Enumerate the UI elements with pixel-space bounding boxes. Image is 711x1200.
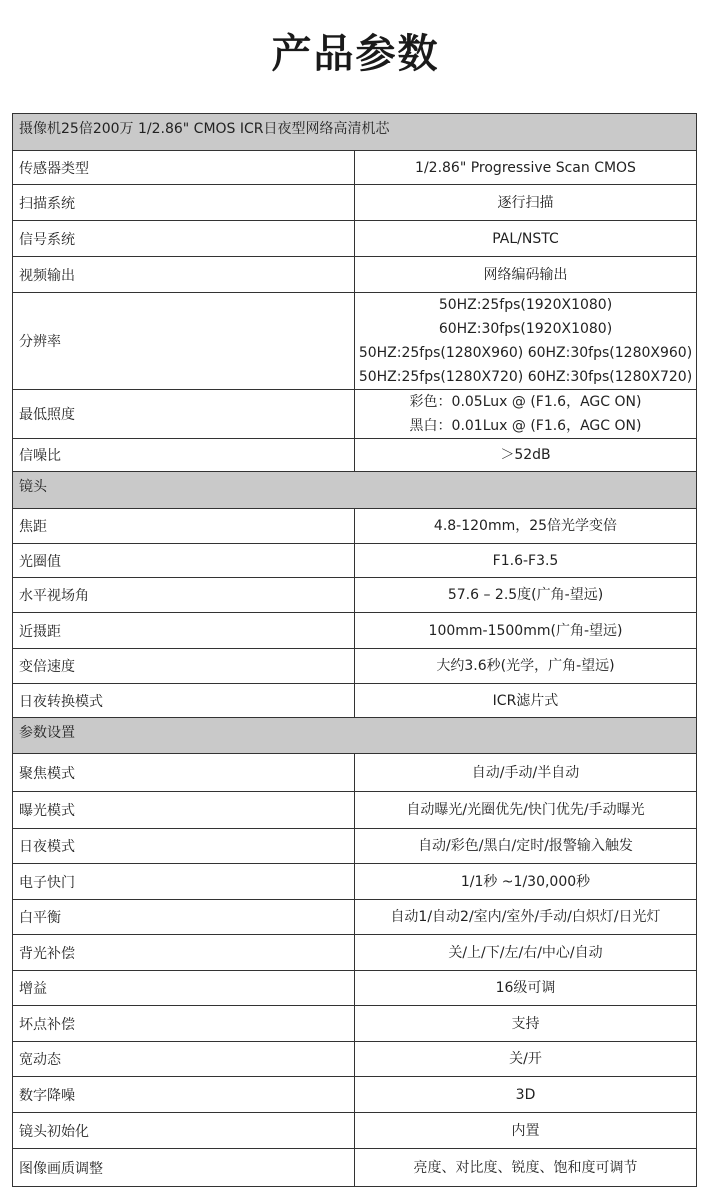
table-row	[13, 1149, 697, 1187]
param-value-line: 50HZ:25fps(1920X1080) 60HZ:30fps(1920X1080)	[438, 297, 613, 337]
param-label: 图像画质调整	[13, 1149, 355, 1187]
param-value	[355, 613, 697, 649]
param-value	[355, 935, 697, 971]
param-label: 白平衡	[13, 900, 355, 935]
param-label: 电子快门	[13, 864, 355, 900]
param-label: 曝光模式	[13, 792, 355, 829]
param-value	[355, 1149, 697, 1187]
param-value	[355, 293, 697, 390]
param-value-line: 4.8-120mm，25倍光学变倍	[433, 518, 618, 534]
param-value-line: PAL/NSTC	[492, 230, 559, 247]
param-value-line: ICR滤片式	[492, 692, 559, 709]
section-header: 镜头	[13, 472, 697, 509]
param-value-line: 亮度、对比度、锐度、饱和度可调节	[413, 1159, 638, 1176]
param-value	[355, 649, 697, 684]
param-value	[355, 864, 697, 900]
param-value	[355, 257, 697, 293]
param-value-line: 3D	[515, 1086, 536, 1103]
section-header: 参数设置	[13, 718, 697, 754]
table-row	[13, 221, 697, 257]
table-row	[13, 544, 697, 578]
param-value	[355, 578, 697, 613]
param-value-line: 网络编码输出	[483, 266, 568, 283]
param-value	[355, 439, 697, 472]
table-row	[13, 864, 697, 900]
table-row	[13, 439, 697, 472]
param-label: 镜头初始化	[13, 1113, 355, 1149]
param-value-line: 自动1/自动2/室内/室外/手动/白炽灯/日光灯	[390, 909, 661, 925]
param-label: 传感器类型	[13, 151, 355, 185]
param-value	[355, 754, 697, 792]
param-value-line: 关/开	[509, 1051, 542, 1067]
section-row	[13, 114, 697, 151]
param-label: 光圈值	[13, 544, 355, 578]
table-row	[13, 829, 697, 864]
table-row	[13, 509, 697, 544]
param-value	[355, 185, 697, 221]
param-value	[355, 1006, 697, 1042]
param-label: 变倍速度	[13, 649, 355, 684]
param-value	[355, 1042, 697, 1077]
section-row	[13, 718, 697, 754]
param-value-line: 16级可调	[495, 980, 556, 996]
param-value-line: 支持	[511, 1015, 540, 1032]
table-row	[13, 293, 697, 390]
param-value-line: 自动/手动/半自动	[471, 764, 580, 781]
param-value-line: 100mm-1500mm(广角-望远)	[428, 622, 623, 639]
param-label: 背光补偿	[13, 935, 355, 971]
param-value	[355, 971, 697, 1006]
param-value-line: 逐行扫描	[497, 194, 554, 211]
param-value	[355, 221, 697, 257]
table-row	[13, 792, 697, 829]
param-label: 扫描系统	[13, 185, 355, 221]
table-row	[13, 754, 697, 792]
section-header: 摄像机25倍200万 1/2.86" CMOS ICR日夜型网络高清机芯	[13, 114, 697, 151]
param-value-line: 50HZ:25fps(1280X720) 60HZ:30fps(1280X720)	[358, 369, 693, 385]
param-label: 视频输出	[13, 257, 355, 293]
param-value	[355, 1113, 697, 1149]
table-row	[13, 900, 697, 935]
param-label: 聚焦模式	[13, 754, 355, 792]
table-row	[13, 613, 697, 649]
param-value-line: 内置	[511, 1122, 540, 1139]
param-label: 水平视场角	[13, 578, 355, 613]
table-row	[13, 971, 697, 1006]
param-value-line: 关/上/下/左/右/中心/自动	[448, 944, 603, 961]
param-label: 宽动态	[13, 1042, 355, 1077]
param-value	[355, 151, 697, 185]
param-label: 信号系统	[13, 221, 355, 257]
section-row	[13, 472, 697, 509]
param-value-line: 50HZ:25fps(1280X960) 60HZ:30fps(1280X960)	[358, 345, 693, 361]
param-value	[355, 684, 697, 718]
param-value-line: 自动曝光/光圈优先/快门优先/手动曝光	[406, 802, 645, 818]
table-row	[13, 1113, 697, 1149]
param-value-line: 自动/彩色/黑白/定时/报警输入触发	[418, 838, 633, 854]
param-value	[355, 390, 697, 439]
param-value-line: 1/2.86" Progressive Scan CMOS	[415, 159, 636, 176]
param-value-line: 57.6 – 2.5度(广角-望远)	[447, 587, 604, 603]
table-row	[13, 935, 697, 971]
param-value-line: F1.6-F3.5	[492, 552, 559, 569]
param-value	[355, 1077, 697, 1113]
param-label: 分辨率	[13, 293, 355, 390]
table-row	[13, 578, 697, 613]
table-row	[13, 649, 697, 684]
param-label: 信噪比	[13, 439, 355, 472]
param-value	[355, 544, 697, 578]
param-value-line: ＞52dB	[500, 447, 551, 463]
table-row	[13, 185, 697, 221]
param-label: 日夜转换模式	[13, 684, 355, 718]
param-label: 近摄距	[13, 613, 355, 649]
page-title: 产品参数	[271, 31, 440, 77]
param-label: 坏点补偿	[13, 1006, 355, 1042]
param-value	[355, 509, 697, 544]
param-value-line: 黑白：0.01Lux @ (F1.6，AGC ON)	[409, 418, 642, 434]
table-row	[13, 151, 697, 185]
table-row	[13, 684, 697, 718]
param-value-line: 1/1秒 ~1/30,000秒	[460, 873, 591, 890]
table-row	[13, 257, 697, 293]
param-value-line: 大约3.6秒(光学，广角-望远)	[436, 658, 615, 674]
spec-table	[12, 113, 697, 1187]
param-label: 增益	[13, 971, 355, 1006]
param-value	[355, 829, 697, 864]
param-label: 焦距	[13, 509, 355, 544]
param-value	[355, 792, 697, 829]
table-row	[13, 1077, 697, 1113]
param-value-line: 彩色：0.05Lux @ (F1.6，AGC ON)	[409, 394, 642, 410]
table-row	[13, 1042, 697, 1077]
param-value	[355, 900, 697, 935]
table-row	[13, 1006, 697, 1042]
param-label: 日夜模式	[13, 829, 355, 864]
param-label: 数字降噪	[13, 1077, 355, 1113]
table-row	[13, 390, 697, 439]
param-label: 最低照度	[13, 390, 355, 439]
